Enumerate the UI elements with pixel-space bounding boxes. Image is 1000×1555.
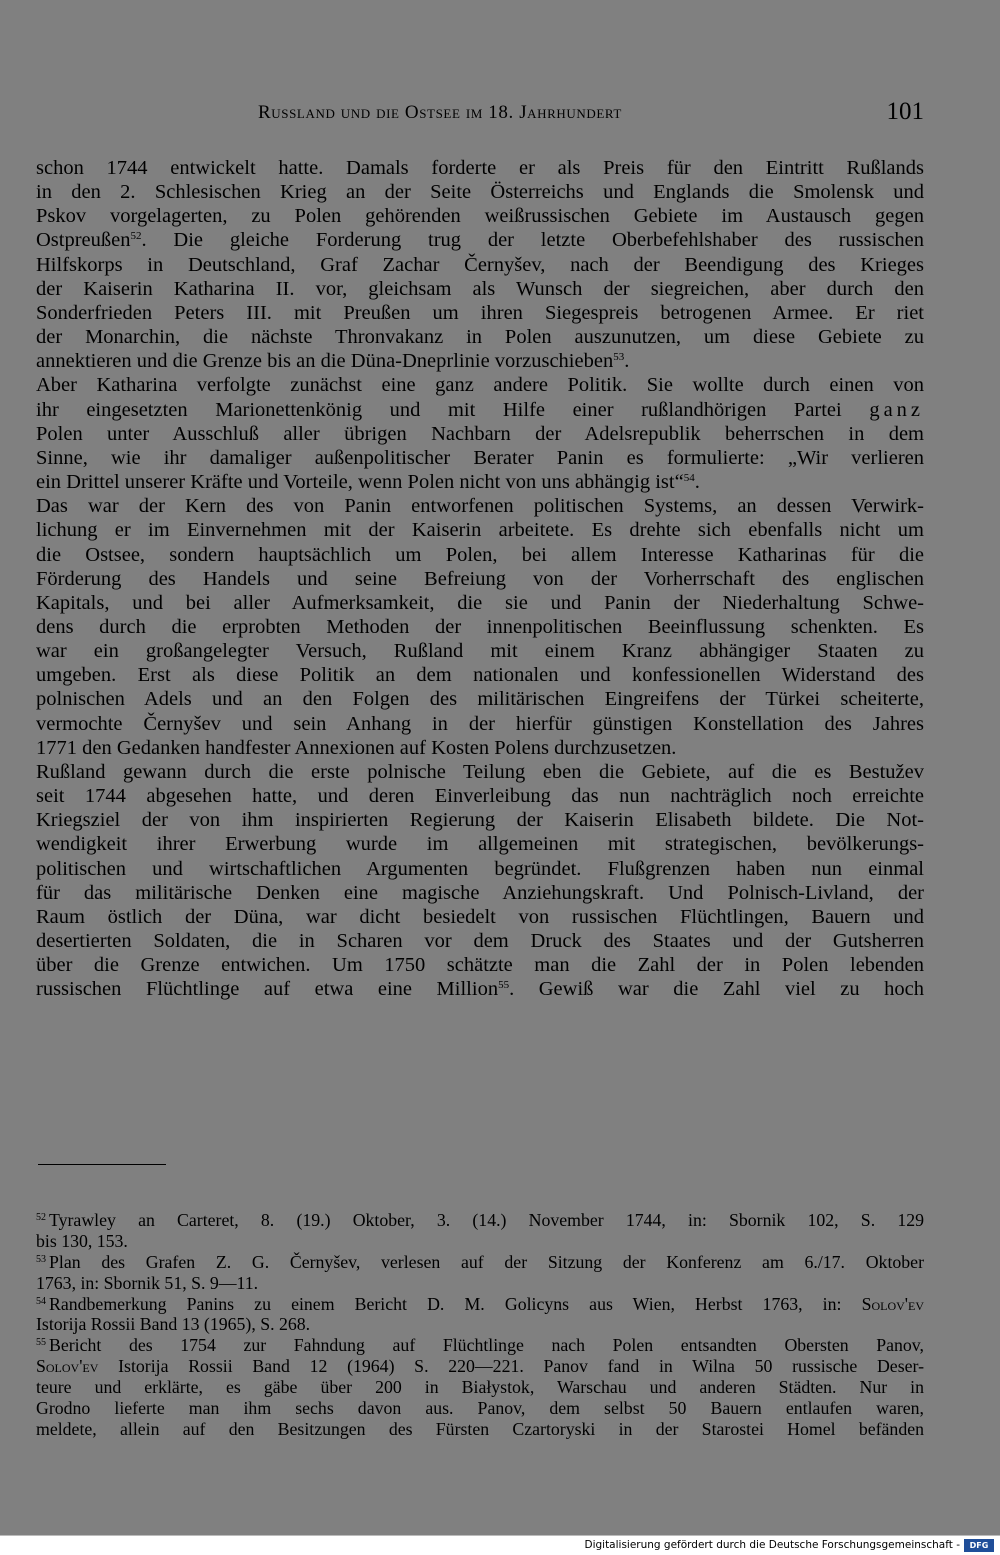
- running-head-title: Russland und die Ostsee im 18. Jahrhundert: [258, 102, 622, 123]
- footnotes: [36, 1210, 924, 1440]
- footnote-line: Solov'ev Istorija Rossii Band 12 (1964) S. 220—221. Panov fand in Wilna 50 russische Deser-: [36, 1356, 924, 1377]
- footnote-number: 54: [36, 1295, 46, 1307]
- footnote-line: 1763, in: Sbornik 51, S. 9—11.: [36, 1272, 259, 1293]
- footnote-line: Grodno lieferte man ihm sechs davon aus. Panov, dem selbst 50 Bauern entlaufen waren,: [36, 1398, 924, 1419]
- text-line: Das war der Kern des von Panin entworfenen politischen Systems, an dessen Verwirk-: [36, 495, 924, 518]
- text-line: desertierten Soldaten, die in Scharen vor dem Druck des Staates und der Gutsherren: [36, 930, 924, 952]
- text-line: 1771 den Gedanken handfester Annexionen auf Kosten Polens durchzusetzen.: [36, 736, 677, 759]
- text-line: Sonderfrieden Peters III. mit Preußen um ihren Siegespreis betrogenen Armee. Er riet: [36, 301, 924, 324]
- footnote-52: $^{52}$ Tyrawley an Carteret, 8. (19.) Oktober, 3. (14.) November 1744, in: Sbornik 102, S. 129: [36, 1210, 924, 1230]
- footnote-54: $^{54}$ Randbemerkung Panins zu einem Bericht D. M. Golicyns aus Wien, Herbst 1763, in: Solov'ev: [36, 1293, 925, 1314]
- running-head: [36, 98, 924, 132]
- footnote-line: Istorija Rossii Band 13 (1965), S. 268.: [36, 1314, 311, 1335]
- text-line: für das militärische Denken eine magische Anziehungskraft. Und Polnisch-Livland, der: [36, 881, 924, 904]
- text-line: ihr eingesetzten Marionettenkönig und mit Hilfe einer rußlandhörigen Partei ganz: [36, 398, 925, 421]
- footnote-number: 55: [36, 1337, 46, 1349]
- page-number: 101: [886, 98, 924, 125]
- footnote-line: bis 130, 153.: [36, 1230, 128, 1251]
- text-line: war ein großangelegter Versuch, Rußland mit einem Kranz abhängiger Staaten zu: [36, 640, 924, 663]
- footnote-53: $^{53}$ Plan des Grafen Z. G. Černyšev, verlesen auf der Sitzung der Konferenz am 6./17. Oktober: [36, 1251, 924, 1272]
- text-line: über die Grenze entwichen. Um 1750 schätzte man die Zahl der in Polen lebenden: [36, 954, 924, 977]
- text-line: der Monarchin, die nächste Thronvakanz in Polen auszunutzen, um diese Gebiete zu: [36, 326, 924, 349]
- footnote-number: 52: [36, 1212, 46, 1223]
- text-line: Raum östlich der Düna, war dicht besiedelt von russischen Flüchtlingen, Bauern und: [36, 905, 924, 928]
- text-line: lichung er im Einvernehmen mit der Kaiserin arbeitete. Es drehte sich ebenfalls nicht um: [36, 519, 924, 542]
- text-line: annektieren und die Grenze bis an die Düna-Dneprlinie vorzuschieben$^{53}$.: [36, 350, 630, 373]
- text-line: ein Drittel unserer Kräfte und Vorteile, wenn Polen nicht von uns abhängig ist“$^{54}$.: [36, 471, 700, 494]
- text-line: schon 1744 entwickelt hatte. Damals forderte er als Preis für den Eintritt Rußlands: [36, 157, 924, 179]
- text-line: Kapitals, und bei aller Aufmerksamkeit, die sie und Panin der Niederhaltung Schwe-: [36, 591, 924, 614]
- footnote-line: teure und erklärte, es gäbe über 200 in Białystok, Warschau und anderen Städten. Nur in: [36, 1377, 924, 1398]
- text-line: in den 2. Schlesischen Krieg an der Seite Österreichs und Englands die Smolensk und: [36, 181, 924, 204]
- text-line: Aber Katharina verfolgte zunächst eine ganz andere Politik. Sie wollte durch einen von: [36, 374, 924, 397]
- author-smallcaps: Solov'ev: [861, 1293, 925, 1314]
- text-line: umgeben. Erst als diese Politik an dem nationalen und konfessionellen Widerstand des: [36, 664, 924, 687]
- text-line: russischen Flüchtlinge auf etwa eine Million$^{55}$. Gewiß war die Zahl viel zu hoch: [36, 978, 924, 1001]
- text-line: Hilfskorps in Deutschland, Graf Zachar Černyšev, nach der Beendigung des Krieges: [36, 253, 924, 276]
- footnote-ref-52: 52: [130, 230, 142, 243]
- text-line: der Kaiserin Katharina II. vor, gleichsam als Wunsch der siegreichen, aber durch den: [36, 277, 924, 300]
- footnote-separator: [38, 1164, 166, 1165]
- footnote-55: $^{55}$ Bericht des 1754 zur Fahndung auf Flüchtlinge nach Polen entsandten Obersten Panov,: [36, 1335, 924, 1356]
- text-line: Kriegsziel der von ihm inspirierten Regierung der Kaiserin Elisabeth bildete. Die Not-: [36, 809, 924, 832]
- text-line: politischen und wirtschaftlichen Argumenten begründet. Flußgrenzen haben nun einmal: [36, 857, 924, 880]
- text-line: wendigkeit ihrer Erwerbung wurde im allgemeinen mit strategischen, bevölkerungs-: [36, 833, 924, 856]
- text-line: seit 1744 abgesehen hatte, und deren Einverleibung das nun nachträglich noch erreichte: [36, 785, 924, 808]
- footnote-ref-55: 55: [498, 979, 510, 992]
- body-text: [36, 156, 924, 1001]
- text-line: die Ostsee, sondern hauptsächlich um Polen, bei allem Interesse Katharinas für die: [36, 543, 924, 566]
- footnote-ref-54: 54: [683, 472, 695, 485]
- footer-bar: [0, 1535, 1000, 1555]
- text-line: Pskov vorgelagerten, zu Polen gehörenden weißrussischen Gebiete im Austausch gegen: [36, 205, 924, 228]
- text-line: dens durch die erprobten Methoden der innenpolitischen Beeinflussung schenkten. Es: [36, 615, 924, 638]
- dfg-logo[interactable]: DFG: [964, 1539, 994, 1552]
- footnote-line: meldete, allein auf den Besitzungen des Fürsten Czartoryski in der Starostei Homel befänden: [36, 1418, 924, 1439]
- text-line: Sinne, wie ihr damaliger außenpolitischer Berater Panin es formulierte: „Wir verlieren: [36, 446, 924, 469]
- footnote-ref-53: 53: [613, 351, 625, 364]
- author-smallcaps: Solov'ev: [36, 1356, 99, 1377]
- emphasis-spaced: ganz: [869, 398, 925, 421]
- text-line: Förderung des Handels und seine Befreiung von der Vorherrschaft des englischen: [36, 567, 924, 590]
- footer-credit: Digitalisierung gefördert durch die Deutsche Forschungsgemeinschaft -: [584, 1539, 960, 1551]
- text-line: Polen unter Ausschluß aller übrigen Nachbarn der Adelsrepublik beherrschen in dem: [36, 422, 924, 445]
- footnote-number: 53: [36, 1253, 46, 1265]
- text-line: Rußland gewann durch die erste polnische Teilung eben die Gebiete, auf die es Bestužev: [36, 760, 924, 783]
- text-line: vermochte Černyšev und sein Anhang in der hierfür günstigen Konstellation des Jahres: [36, 712, 924, 735]
- text-line: Ostpreußen$^{52}$. Die gleiche Forderung trug der letzte Oberbefehlshaber des russischen: [36, 229, 924, 252]
- text-line: polnischen Adels und an den Folgen des militärischen Eingreifens der Türkei scheiterte,: [36, 688, 924, 711]
